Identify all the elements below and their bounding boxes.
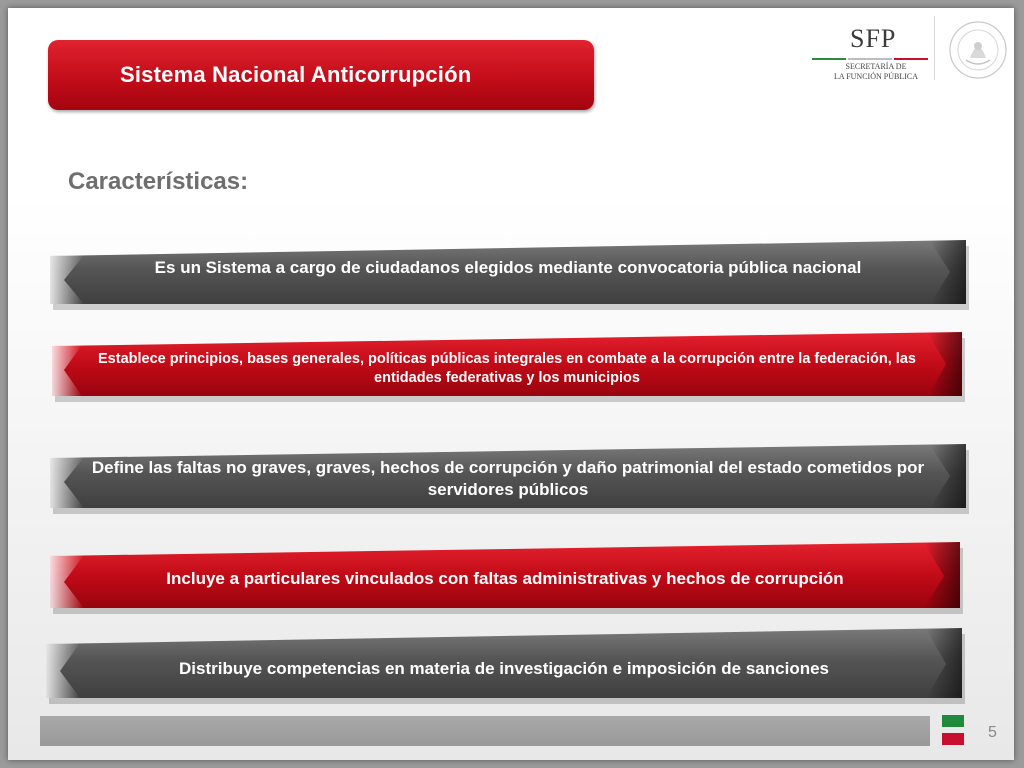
feature-bar-5 — [46, 626, 962, 698]
footer-strip — [40, 716, 930, 746]
feature-bar-4 — [50, 536, 960, 608]
title-banner — [48, 40, 594, 110]
feature-text-2: Establece principios, bases generales, políticas públicas integrales en combate a la corrupción entre la federación, las entidades federativas y los municipios — [98, 351, 916, 386]
feature-text-3: Define las faltas no graves, graves, hechos de corrupción y daño patrimonial del estado cometidos por servidores públicos — [91, 458, 925, 499]
national-seal-icon — [948, 20, 1008, 80]
logo-acronym: SFP — [850, 24, 897, 53]
feature-bar-3 — [50, 436, 966, 508]
feature-text-1: Es un Sistema a cargo de ciudadanos elegidos mediante convocatoria pública nacional — [154, 258, 862, 278]
logo-subtitle-line2: LA FUNCIÓN PÚBLICA — [833, 72, 918, 81]
logo-stripe-green — [812, 58, 846, 60]
logo-stripe-red — [894, 58, 928, 60]
logo-divider — [934, 16, 935, 80]
section-subtitle: Características: — [68, 168, 249, 195]
slide-title: Sistema Nacional Anticorrupción — [120, 62, 472, 87]
sfp-logo — [812, 24, 932, 86]
feature-bar-1 — [50, 232, 966, 304]
flag-red-block — [942, 733, 964, 745]
logo-subtitle-line1: SECRETARÍA DE — [845, 62, 907, 71]
feature-text-4: Incluye a particulares vinculados con faltas administrativas y hechos de corrupción — [166, 569, 844, 589]
flag-green-block — [942, 715, 964, 727]
logo-stripe-white — [848, 58, 892, 60]
feature-bar-2 — [52, 332, 962, 396]
slide — [8, 8, 1014, 760]
feature-text-5: Distribuye competencias en materia de investigación e imposición de sanciones — [179, 659, 829, 679]
page-number: 5 — [988, 724, 997, 741]
